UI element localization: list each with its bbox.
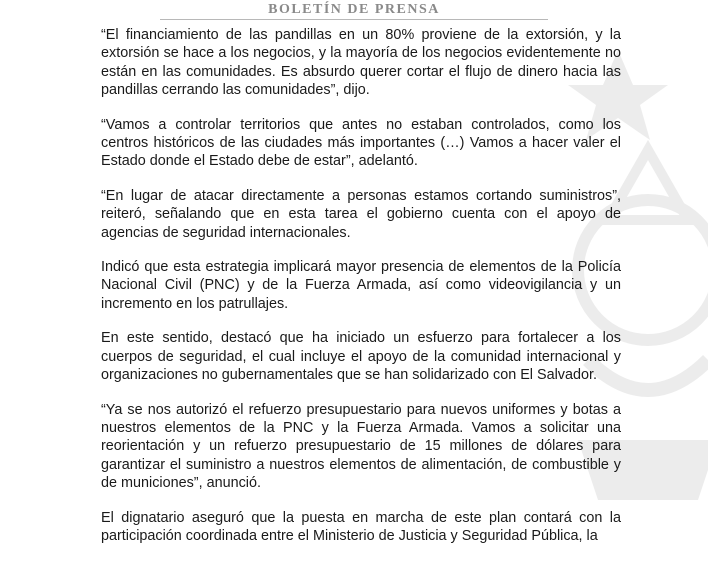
paragraph: Indicó que esta estrategia implicará mayor presencia de elementos de la Policía Nacional Civil (PNC) y de la Fuerza Armada, así como videovigilancia y un incremento en los patrullajes.: [101, 259, 621, 312]
article-body: [101, 26, 621, 561]
header-rule: [160, 19, 548, 20]
paragraph: “Vamos a controlar territorios que antes no estaban controlados, como los centros históricos de las ciudades más importantes (…) Vamos a hacer valer el Estado donde el Estado debe de estar”, adelantó.: [101, 116, 621, 170]
paragraph: El dignatario aseguró que la puesta en marcha de este plan contará con la participación coordinada entre el Ministerio de Justicia y Seguridad Pública, la: [101, 509, 621, 544]
paragraph: “Ya se nos autorizó el refuerzo presupuestario para nuevos uniformes y botas a nuestros elementos de la PNC y la Fuerza Armada. Vamos a solicitar una reorientación y un refuerzo presupuestario de 15 millones de dólares para garantizar el suministro a nuestros elementos de alimentación, de combustible y de municiones”, anunció.: [101, 401, 621, 492]
header: [160, 0, 548, 20]
paragraph: “El financiamiento de las pandillas en un 80% proviene de la extorsión, y la extorsión se hace a los negocios, y la mayoría de los negocios evidentemente no están en las comunidades. Es absurdo querer cortar el flujo de dinero hacia las pandillas cerrando las comunidades”, dijo.: [101, 27, 621, 99]
paragraph: “En lugar de atacar directamente a personas estamos cortando suministros”, reiteró, señalando que en esta tarea el gobierno cuenta con el apoyo de agencias de seguridad internacionales.: [101, 187, 621, 241]
header-title: BOLETÍN DE PRENSA: [268, 2, 440, 17]
paragraph: En este sentido, destacó que ha iniciado un esfuerzo para fortalecer a los cuerpos de seguridad, el cual incluye el apoyo de la comunidad internacional y organizaciones no gubernamentales que se han solidarizado con El Salvador.: [101, 330, 621, 384]
